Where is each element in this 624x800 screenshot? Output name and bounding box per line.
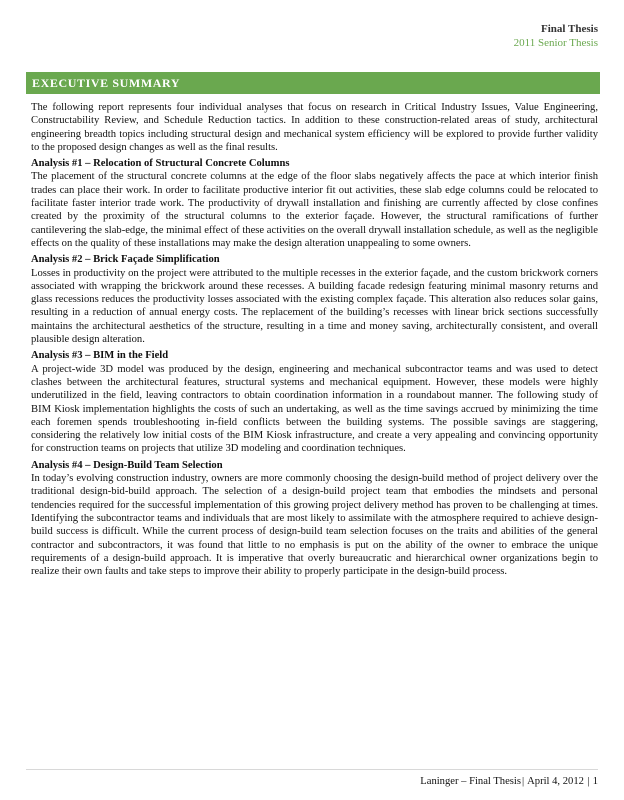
footer-separator: | [522,776,525,787]
document-body [31,101,598,581]
page-header [514,22,598,50]
analysis-1-body: The placement of the structural concrete columns at the edge of the floor slabs negatively affects the pace at which interior finish trades can place their work. In order to facilitate productive interior fit out activities, these slab edge columns could be relocated to facilitate faster interior trade work. The productivity of drywall installation and finishing are currently affected by close confines created by the proximity of the structural columns to the exterior façade. However, the structural ramifications of further cantilevering the slab-edge, the minimal effect of these activities on the overall drywall installation schedule, as well as the negligible effects on the quality of these installations may make the design alteration unappealing to some owners. [31,171,598,249]
section-title-band: EXECUTIVE SUMMARY [26,72,600,94]
footer-date: April 4, 2012 [527,776,584,787]
intro-paragraph: The following report represents four individual analyses that focus on research in Critical Industry Issues, Value Engineering, Constructability Review, and Schedule Reduction tactics. In addition to these construction-related areas of study, architectural engineering breadth topics including structural design and mechanical system efficiency will be explored to provide further validity to the proposed design changes as well as the final results. [31,102,598,153]
footer-divider [26,769,598,770]
analysis-4-heading: Analysis #4 – Design-Build Team Selection [31,459,223,471]
header-subtitle: 2011 Senior Thesis [513,37,598,49]
header-title: Final Thesis [541,23,598,35]
analysis-3-heading: Analysis #3 – BIM in the Field [31,350,169,362]
page-number: 1 [592,776,598,787]
analysis-2-heading: Analysis #2 – Brick Façade Simplification [31,254,220,266]
footer-separator: | [584,776,590,787]
analysis-4-body: In today’s evolving construction industry, owners are more commonly choosing the design-build method of project delivery over the traditional design-bid-build approach. The selection of a design-build project team that embodies the mindsets and personal tendencies required for the successful implementation of this growing project delivery method has proven to be challenging at times. Identifying the subcontractor teams and individuals that are most likely to assimilate with the atmosphere required to achieve design-build success is difficult. While the current process of design-build team selection focuses on the traits and abilities of the general contractor and subcontractors, it was found that little to no emphasis is put on the ability of the owner to embrace the unique requirements of a design-build approach. It is imperative that overly bureaucratic and hierarchical owner organizations begin to realize their own faults and take steps to improve their ability to properly participate in the design-build process. [31,473,598,578]
analysis-2-body: Losses in productivity on the project were attributed to the multiple recesses in the exterior façade, and the custom brickwork corners associated with wrapping the brickwork around these recesses. A building facade redesign featuring minimal masonry returns and glass recessions reduces the productivity losses associated with the existing complex façade. This alteration also reduces solar gains, resulting in a reduction of annual energy costs. The replacement of the building’s recesses with linear brick sections successfully maintains the architectural aesthetics of the structure, resulting in a time and money saving, architecturally consistent, and overall plausible design alteration. [31,267,598,346]
page-footer [420,775,598,788]
analysis-1-heading: Analysis #1 – Relocation of Structural Concrete Columns [31,158,290,170]
footer-text: Laninger – Final Thesis [420,776,521,787]
analysis-3-body: A project-wide 3D model was produced by the design, engineering and mechanical subcontractor teams and was used to detect clashes between the architectural features, structural systems and mechanical equipment. However, these models were highly underutilized in the field, leaving contractors to obtain coordination information in a roundabout manner. The following study of BIM Kiosk implementation highlights the costs of such an undertaking, as well as the time savings accrued by minimizing the time each foremen spends troubleshooting in-field conflicts between the building systems. The possible savings are staggering, considering the relatively low initial costs of the BIM Kiosk infrastructure, and create a very appealing and convincing opportunity for construction teams on projects that utilize 3D modeling and coordination techniques. [31,363,598,455]
